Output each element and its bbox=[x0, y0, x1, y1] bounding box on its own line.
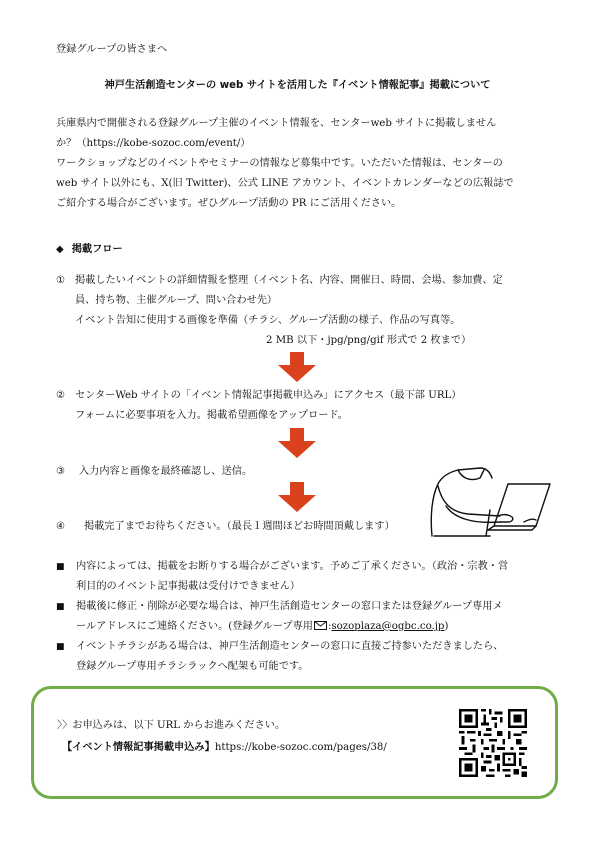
person-laptop-illustration bbox=[428, 456, 556, 538]
arrow-down-icon bbox=[278, 428, 316, 458]
greeting: 登録グループの皆さまへ bbox=[56, 44, 168, 55]
bullet-square-icon: ■ bbox=[56, 642, 65, 652]
note-line-tail: ) bbox=[444, 621, 449, 632]
note-item bbox=[56, 557, 556, 597]
intro-line: ワークショップなどのイベントやセミナーの情報など募集中です。いただいた情報は、センターの bbox=[56, 158, 503, 169]
apply-lead: 〉〉お申込みは、以下 URL からお進みください。 bbox=[57, 720, 286, 731]
arrow-down-icon bbox=[278, 482, 316, 512]
bullet-square-icon: ■ bbox=[56, 602, 65, 612]
step-3-line: 入力内容と画像を最終確認し、送信。 bbox=[79, 466, 253, 477]
step-number: ③ bbox=[56, 466, 66, 477]
note-item bbox=[56, 597, 556, 637]
diamond-icon: ◆ bbox=[56, 244, 64, 255]
step-1-line: イベント告知に使用する画像を準備（チラシ、グループ活動の様子、作品の写真等。 bbox=[75, 315, 461, 326]
page-title: 神戸生活創造センターの web サイトを活用した『イベント情報記事』掲載について bbox=[104, 80, 491, 91]
note-line: ールアドレスにご連絡ください。(登録グループ専用 bbox=[76, 621, 313, 632]
note-line: 掲載後に修正・削除が必要な場合は、神戸生活創造センターの窓口または登録グループ専用メ bbox=[76, 601, 503, 612]
note-line: イベントチラシがある場合は、神戸生活創造センターの窓口に直接ご持参いただきましたら、 bbox=[76, 641, 504, 652]
step-1-line: 員、持ち物、主催グループ、問い合わせ先） bbox=[75, 295, 278, 306]
step-number: ④ bbox=[56, 521, 66, 532]
step-1-line: 2 MB 以下・jpg/png/gif 形式で 2 枚まで） bbox=[266, 335, 472, 346]
apply-url-link[interactable]: https://kobe-sozoc.com/pages/38/ bbox=[214, 742, 387, 753]
flow-heading-label: 掲載フロー bbox=[71, 244, 123, 255]
note-line: 登録グループ専用チラシラックへ配架も可能です。 bbox=[76, 661, 309, 672]
step-number: ② bbox=[56, 390, 66, 401]
note-line-contact: ールアドレスにご連絡ください。(登録グループ専用 :sozoplaza@ogbc.co.jp) bbox=[76, 621, 449, 632]
flow-heading bbox=[56, 240, 123, 260]
note-line: 内容によっては、掲載をお断りする場合がございます。予めご了承ください。（政治・宗教・営 bbox=[76, 561, 509, 572]
intro-line: ご紹介する場合がございます。ぜひグループ活動の PR にご活用ください。 bbox=[56, 198, 402, 209]
intro-paragraph bbox=[56, 114, 546, 214]
step-1-line: 掲載したいイベントの詳細情報を整理（イベント名、内容、開催日、時間、会場、参加費、定 bbox=[75, 275, 503, 286]
bullet-square-icon: ■ bbox=[56, 562, 65, 572]
step-4-line: 掲載完了までお待ちください。（最長１週間ほどお時間頂戴します） bbox=[84, 521, 395, 532]
apply-line bbox=[62, 738, 387, 758]
intro-line: web サイト以外にも、X(旧 Twitter)、公式 LINE アカウント、イベントカレンダーなどの広報誌で bbox=[56, 178, 514, 189]
envelope-icon bbox=[314, 621, 327, 630]
step-2-line: センターWeb サイトの「イベント情報記事掲載申込み」にアクセス（最下部 URL） bbox=[75, 390, 462, 401]
intro-line: か？（https://kobe-sozoc.com/event/） bbox=[56, 138, 251, 149]
intro-line: 兵庫県内で開催される登録グループ主催のイベント情報を、センターweb サイトに掲載しません bbox=[56, 118, 497, 129]
arrow-down-icon bbox=[278, 352, 316, 382]
email-link[interactable]: sozoplaza@ogbc.co.jp bbox=[331, 621, 445, 632]
note-line: 利目的のイベント記事掲載は受付けできません） bbox=[76, 581, 301, 592]
note-item bbox=[56, 637, 556, 677]
notes-list bbox=[56, 557, 556, 677]
apply-label: 【イベント情報記事掲載申込み】 bbox=[62, 742, 215, 753]
step-2-line: フォームに必要事項を入力。掲載希望画像をアップロード。 bbox=[75, 410, 348, 421]
step-number: ① bbox=[56, 275, 66, 286]
qr-code[interactable] bbox=[459, 709, 527, 777]
